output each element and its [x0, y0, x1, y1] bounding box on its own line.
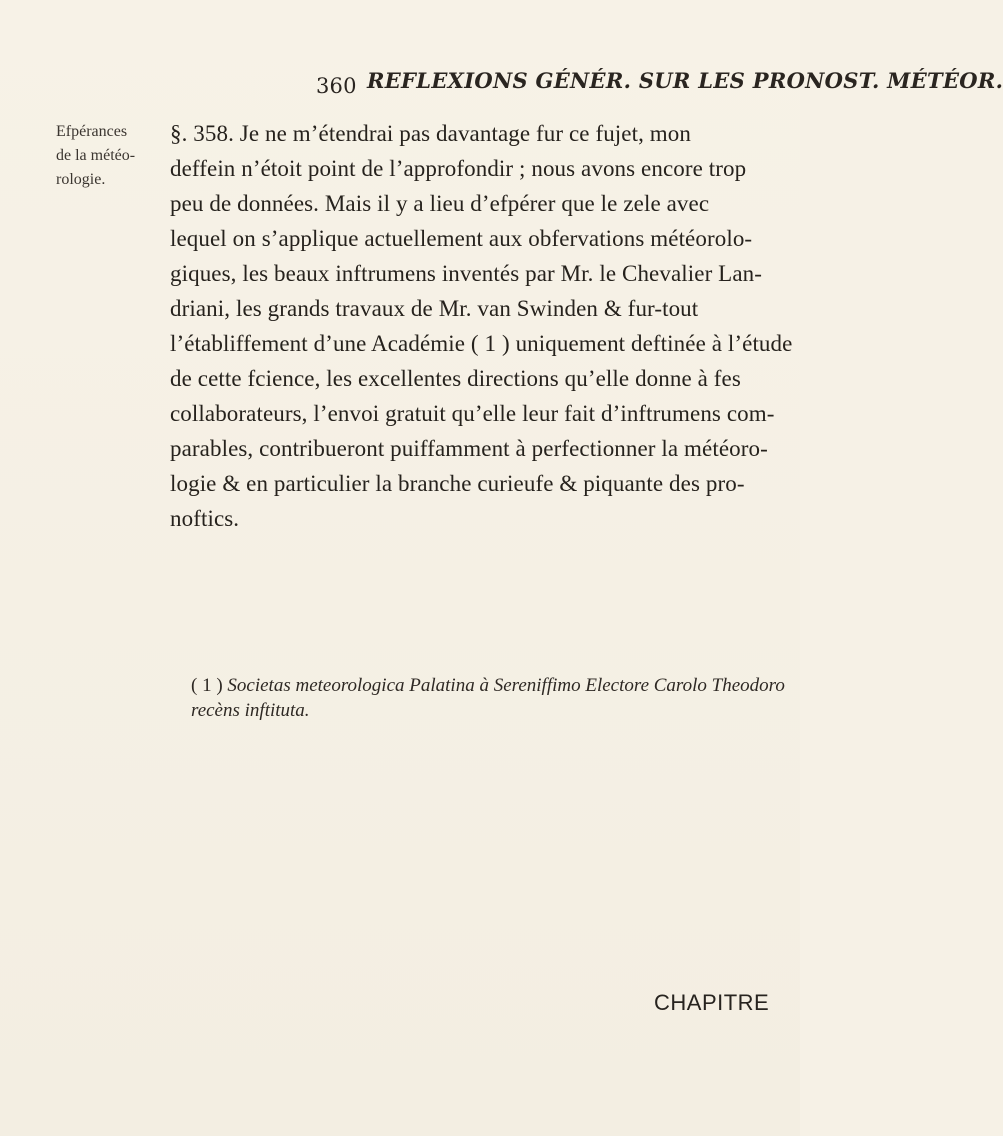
- margin-note: [56, 120, 160, 192]
- margin-note-line: de la météo-: [56, 147, 136, 164]
- paragraph-line: l’établiffement d’une Académie ( 1 ) uniquement deftinée à l’étude: [170, 331, 793, 356]
- footnote-line: [191, 673, 785, 698]
- main-paragraph: [170, 116, 793, 536]
- paragraph-line: giques, les beaux inftrumens inventés par Mr. le Chevalier Lan-: [170, 261, 762, 286]
- paragraph-line: parables, contribueront puiffamment à perfectionner la météoro-: [170, 436, 768, 461]
- paragraph-line: peu de données. Mais il y a lieu d’efpérer que le zele avec: [170, 191, 710, 216]
- paragraph-line: noftics.: [170, 506, 240, 531]
- paragraph-line: deffein n’étoit point de l’approfondir ; nous avons encore trop: [170, 156, 747, 181]
- margin-note-line: rologie.: [56, 171, 106, 188]
- footnote-marker: ( 1 ): [191, 675, 223, 696]
- paragraph-line: driani, les grands travaux de Mr. van Swinden & fur-tout: [170, 296, 699, 321]
- margin-note-line: Efpérances: [56, 123, 128, 140]
- footnote: [191, 673, 785, 723]
- paragraph-line: logie & en particulier la branche curieufe & piquante des pro-: [170, 471, 745, 496]
- paragraph-line: lequel on s’applique actuellement aux obfervations météorolo-: [170, 226, 753, 251]
- page-number: 360: [316, 74, 357, 98]
- footnote-text: Societas meteorologica Palatina à Sereniffimo Electore Carolo Theodoro: [227, 675, 785, 696]
- paragraph-line: §. 358. Je ne m’étendrai pas davantage fur ce fujet, mon: [170, 121, 691, 146]
- catchword: CHAPITRE: [654, 990, 770, 1015]
- paragraph-line: de cette fcience, les excellentes directions qu’elle donne à fes: [170, 366, 741, 391]
- footnote-line: recèns inftituta.: [191, 700, 310, 721]
- running-title: REFLEXIONS GÉNÉR. SUR LES PRONOST. MÉTÉOR.: [367, 68, 1003, 93]
- page-header: [0, 66, 1003, 100]
- paragraph-line: collaborateurs, l’envoi gratuit qu’elle leur fait d’inftrumens com-: [170, 401, 775, 426]
